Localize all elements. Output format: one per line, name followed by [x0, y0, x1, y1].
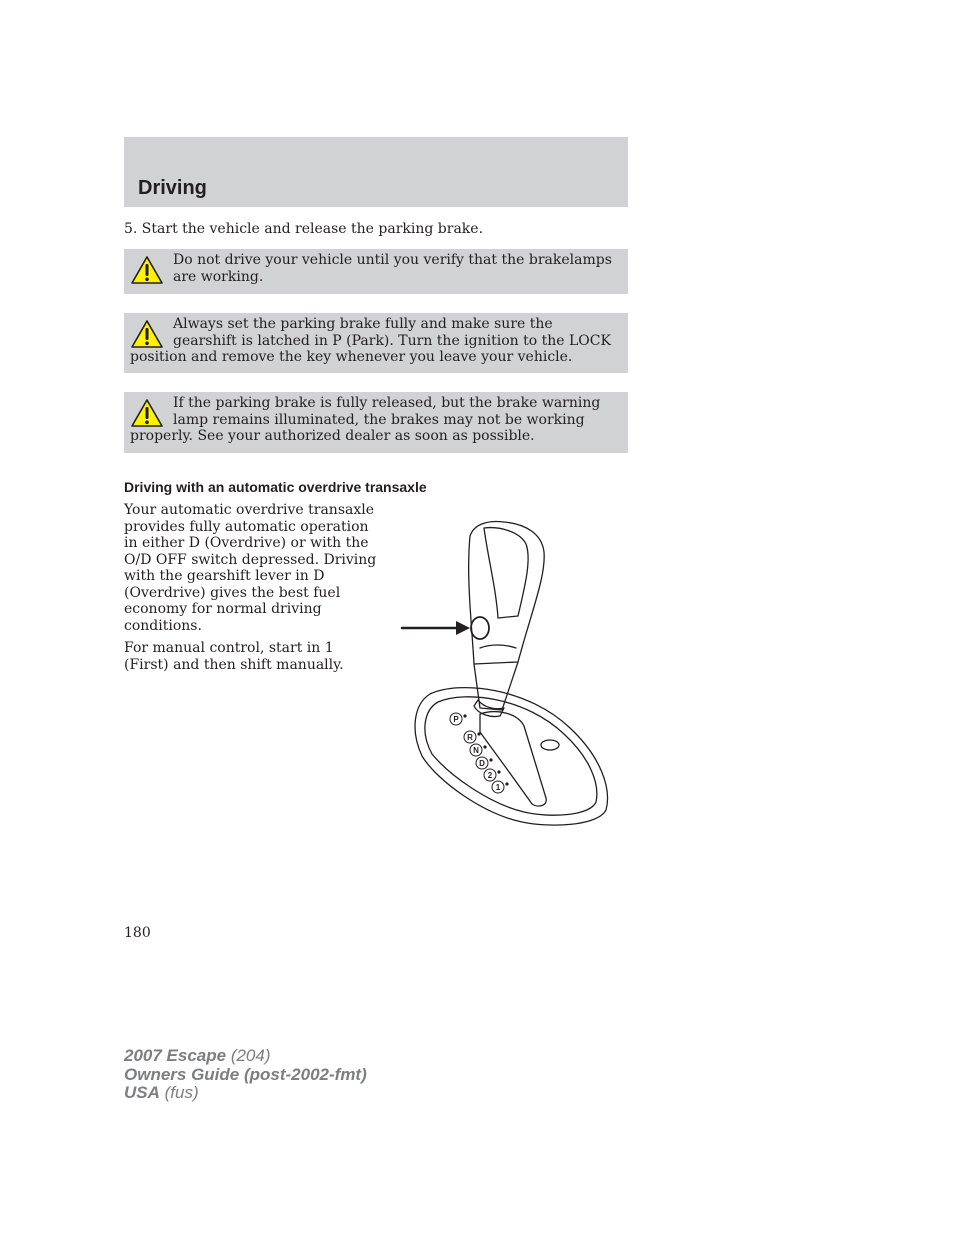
body-paragraph: Your automatic overdrive transaxle provides fully automatic operation in either D (Overdrive) or with the O/D OFF switch depressed. Driving with the gearshift lever in D (Overdrive) gives the best fuel economy for normal driving conditions.	[124, 502, 377, 634]
warning-triangle-icon	[130, 255, 164, 285]
warning-triangle-icon	[130, 398, 164, 428]
warning-text: If the parking brake is fully released, but the brake warning lamp remains illuminated, the brakes may not be working properly. See your authorized dealer as soon as possible.	[130, 395, 601, 444]
step-text: 5. Start the vehicle and release the parking brake.	[124, 221, 484, 237]
footer-model: 2007 Escape	[124, 1046, 227, 1065]
footer-market: USA	[124, 1083, 160, 1102]
footer	[124, 1047, 367, 1103]
body-text	[124, 502, 382, 679]
warning-box	[124, 392, 628, 453]
overdrive-button	[471, 617, 489, 639]
warning-box	[124, 249, 628, 294]
warning-text: Always set the parking brake fully and make sure the gearshift is latched in P (Park). Turn the ignition to the LOCK position and remove the key whenever you leave your vehicle.	[130, 316, 611, 365]
gear-label: N	[473, 746, 479, 755]
footer-guide: Owners Guide (post-2002-fmt)	[124, 1064, 367, 1084]
gear-label: 2	[487, 771, 493, 780]
footer-market-code: (fus)	[159, 1083, 199, 1102]
warning-text: Do not drive your vehicle until you verify that the brakelamps are working.	[173, 252, 612, 285]
gear-label: P	[453, 715, 459, 724]
gear-label: D	[479, 759, 485, 768]
warning-box	[124, 313, 628, 373]
section-header-band	[124, 137, 628, 207]
subsection-heading: Driving with an automatic overdrive transaxle	[124, 479, 427, 495]
shift-knob	[469, 522, 545, 664]
body-paragraph: For manual control, start in 1 (First) and then shift manually.	[124, 640, 344, 673]
gear-label: R	[467, 733, 473, 742]
warning-triangle-icon	[130, 319, 164, 349]
console-button	[541, 740, 559, 750]
console-outer	[415, 688, 607, 826]
gear-label: 1	[495, 783, 501, 792]
footer-code: (204)	[226, 1046, 271, 1065]
gearshift-illustration	[400, 518, 612, 828]
page-number: 180	[124, 925, 151, 941]
section-title: Driving	[138, 177, 207, 199]
